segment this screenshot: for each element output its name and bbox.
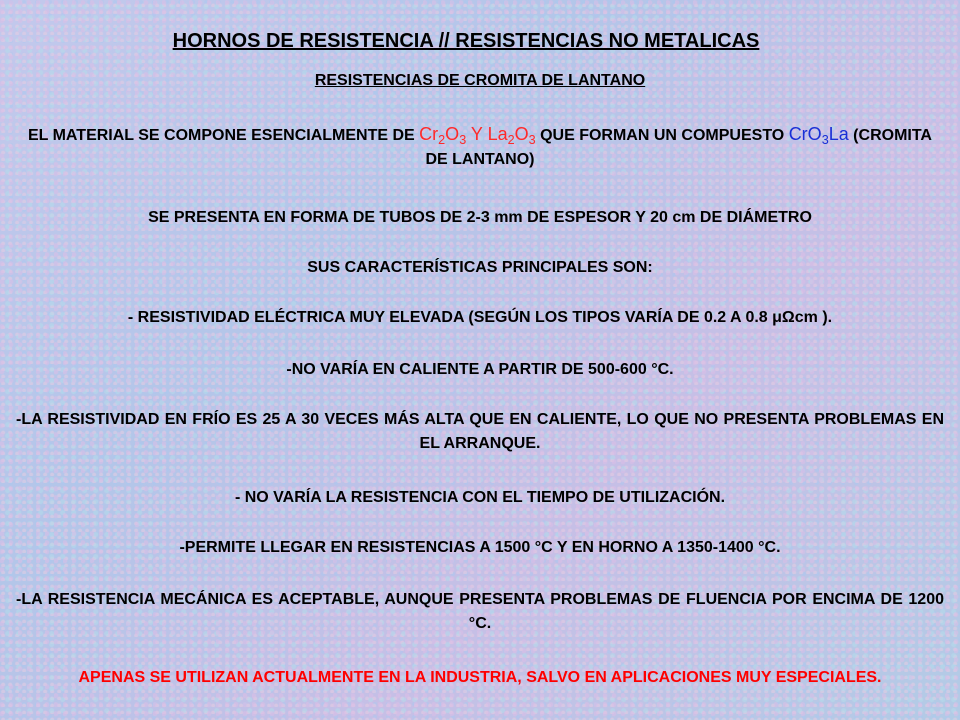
feature-resistivity: - RESISTIVIDAD ELÉCTRICA MUY ELEVADA (SEGÚN LOS TIPOS VARÍA DE 0.2 A 0.8 μΩcm ). [127, 309, 833, 326]
formula-la2o3: $La_2O_3$ [487, 124, 536, 147]
material-text-a: EL MATERIAL SE COMPONE ESENCIALMENTE DE [28, 127, 420, 144]
shape-paragraph: SE PRESENTA EN FORMA DE TUBOS DE 2-3 mm DE ESPESOR Y 20 cm DE DIÁMETRO [148, 209, 812, 226]
feature-hot: -NO VARÍA EN CALIENTE A PARTIR DE 500-600 °C. [286, 361, 674, 378]
feature-time: - NO VARÍA LA RESISTENCIA CON EL TIEMPO DE UTILIZACIÓN. [234, 489, 726, 506]
material-text-b: QUE FORMAN UN COMPUESTO [535, 127, 789, 144]
note-paragraph: APENAS SE UTILIZAN ACTUALMENTE EN LA INDUSTRIA, SALVO EN APLICACIONES MUY ESPECIALES. [78, 669, 882, 686]
page-subtitle: RESISTENCIAS DE CROMITA DE LANTANO [314, 72, 646, 89]
formula-crо3la: CrO$_3$La [788, 124, 849, 147]
page-title: HORNOS DE RESISTENCIA // RESISTENCIAS NO METALICAS [172, 30, 760, 52]
feature-mechanical: -LA RESISTENCIA MECÁNICA ES ACEPTABLE, AUNQUE PRESENTA PROBLEMAS DE FLUENCIA POR ENCIMA DE 1200 °C. [16, 591, 944, 632]
feature-temperature: -PERMITE LLEGAR EN RESISTENCIAS A 1500 °C Y EN HORNO A 1350-1400 °C. [179, 539, 781, 556]
material-paragraph [16, 122, 944, 172]
features-heading: SUS CARACTERÍSTICAS PRINCIPALES SON: [307, 259, 653, 276]
feature-cold: -LA RESISTIVIDAD EN FRÍO ES 25 A 30 VECES MÁS ALTA QUE EN CALIENTE, LO QUE NO PRESENTA PROBLEMAS EN EL ARRANQUE. [16, 411, 944, 452]
formula-cr2o3: $Cr_2O_3$ [419, 124, 467, 147]
formula-and: Y [466, 124, 488, 144]
material-text-c: (CROMITA DE LANTANO) [425, 127, 932, 168]
